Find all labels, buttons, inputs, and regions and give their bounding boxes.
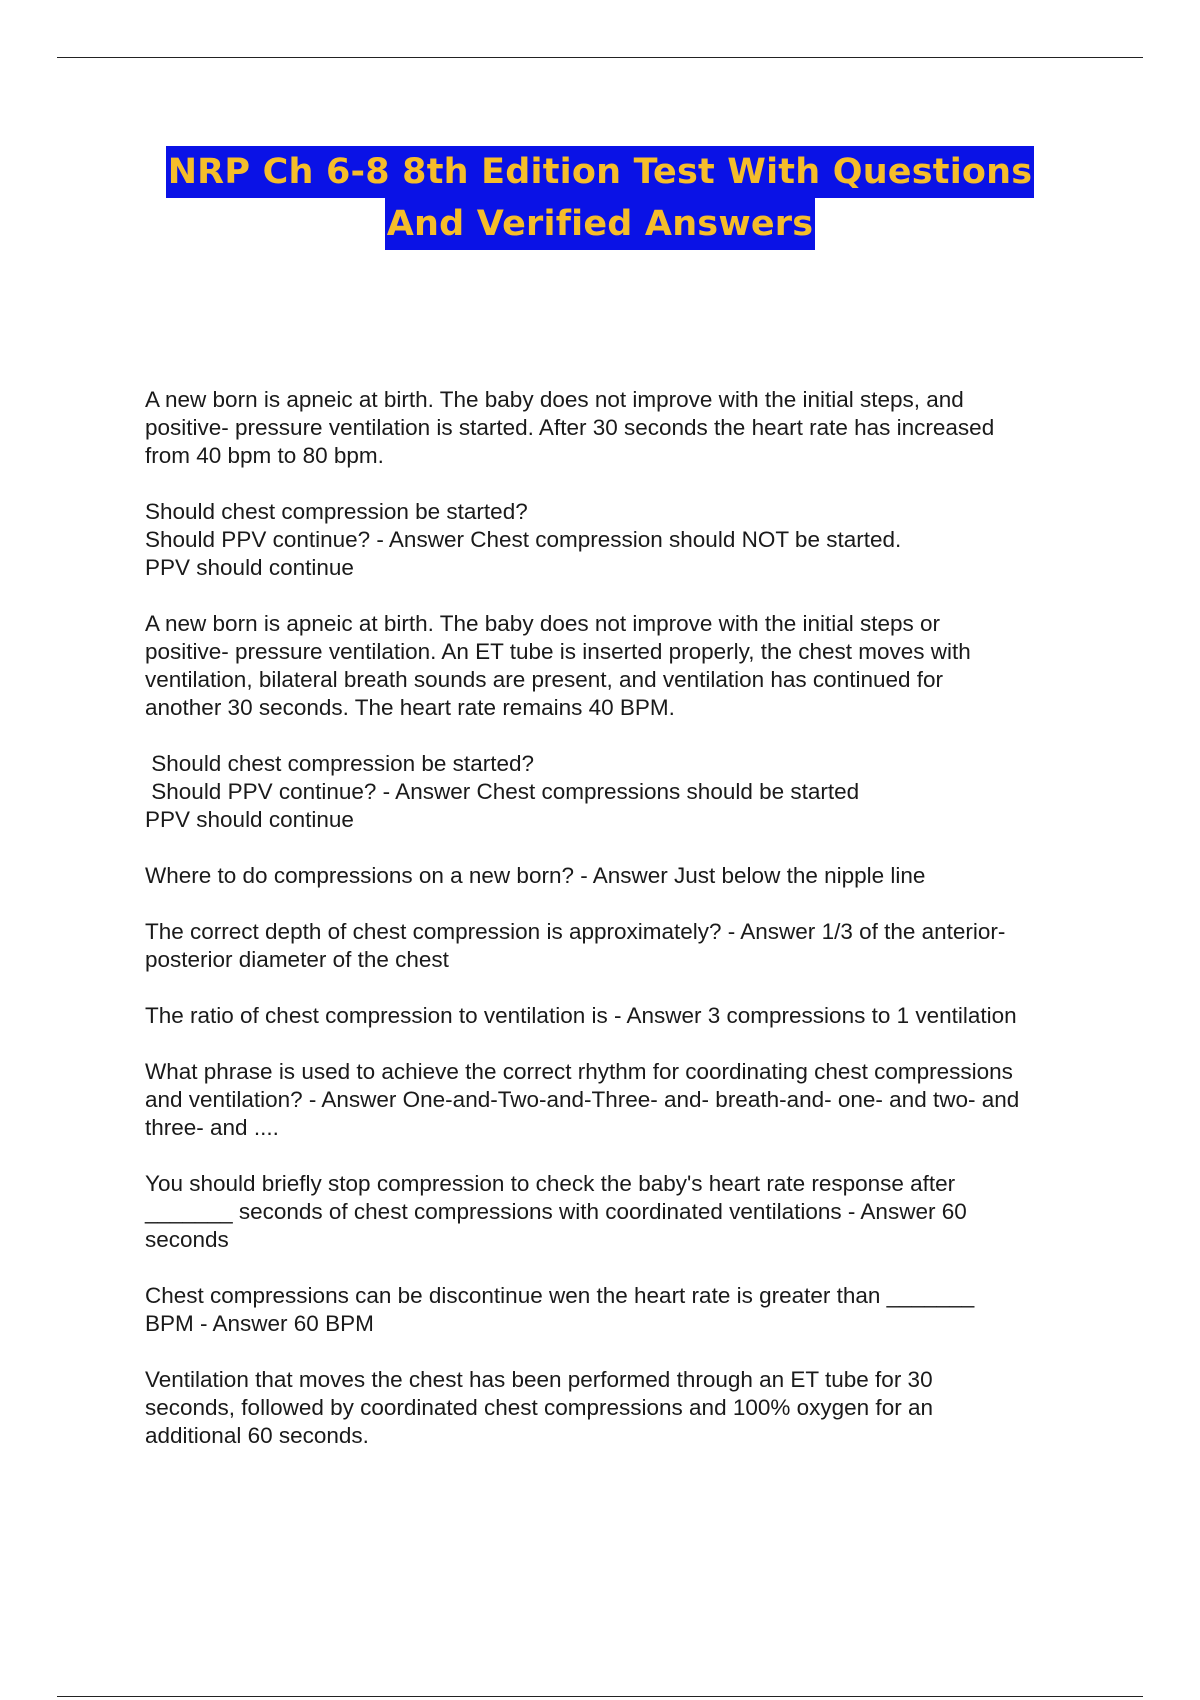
answer-text: Chest compressions should be started PPV should continue xyxy=(145,779,860,832)
qa-item-9 xyxy=(145,1366,1095,1450)
qa-item-8 xyxy=(145,1282,1095,1338)
answer-text: One-and-Two-and-Three- and- breath-and- one- and two- and three- and .... xyxy=(145,1087,1020,1140)
answer-text: Chest compression should NOT be started. PPV should continue xyxy=(145,527,902,580)
answer-text: 1/3 of the anterior- posterior diameter of the chest xyxy=(145,919,1006,972)
question-text: What phrase is used to achieve the correct rhythm for coordinating chest compressions and ventilation? - Answer xyxy=(145,1059,1013,1112)
question-text: Chest compressions can be discontinue wen the heart rate is greater than _______ BPM - Answer xyxy=(145,1283,975,1336)
qa-item-6 xyxy=(145,1058,1095,1142)
top-rule xyxy=(57,57,1143,58)
bottom-rule xyxy=(57,1696,1143,1697)
qa-item-7 xyxy=(145,1170,1095,1254)
qa-item-3 xyxy=(145,862,1095,890)
question-text: A new born is apneic at birth. The baby does not improve with the initial steps, and positive- pressure ventilation is started. After 30 seconds the heart rate has increased from 40 bpm to 80 bpm. Should chest compression be started? Should PPV continue? - Answer xyxy=(145,387,995,552)
qa-item-2 xyxy=(145,610,1095,834)
answer-text: Just below the nipple line xyxy=(674,863,926,888)
answer-text: 60 seconds xyxy=(145,1199,967,1252)
document-title xyxy=(0,146,1200,250)
question-text: You should briefly stop compression to check the baby's heart rate response after _______ seconds of chest compressions with coordinated ventilations - Answer xyxy=(145,1171,956,1224)
qa-item-1 xyxy=(145,386,1095,582)
question-text: Where to do compressions on a new born? - Answer xyxy=(145,863,675,888)
qa-list xyxy=(145,386,1095,1478)
question-text: The correct depth of chest compression is approximately? - Answer xyxy=(145,919,822,944)
answer-text: 60 BPM xyxy=(293,1311,374,1336)
question-text: Ventilation that moves the chest has been performed through an ET tube for 30 seconds, followed by coordinated chest compressions and 100% oxygen for an additional 60 seconds. xyxy=(145,1367,933,1448)
question-text: A new born is apneic at birth. The baby does not improve with the initial steps or positive- pressure ventilation. An ET tube is inserted properly, the chest moves with ventilation, bilateral breath sounds are present, and ventilation has continued for another 30 seconds. The heart rate remains 40 BPM. Should chest compression be started? Should PPV continue? - Answer xyxy=(145,611,971,804)
question-text: The ratio of chest compression to ventilation is - Answer xyxy=(145,1003,708,1028)
title-line-1: NRP Ch 6-8 8th Edition Test With Questions xyxy=(166,146,1035,198)
answer-text: 3 compressions to 1 ventilation xyxy=(707,1003,1017,1028)
qa-item-4 xyxy=(145,918,1095,974)
qa-item-5 xyxy=(145,1002,1095,1030)
title-line-2: And Verified Answers xyxy=(385,198,816,250)
